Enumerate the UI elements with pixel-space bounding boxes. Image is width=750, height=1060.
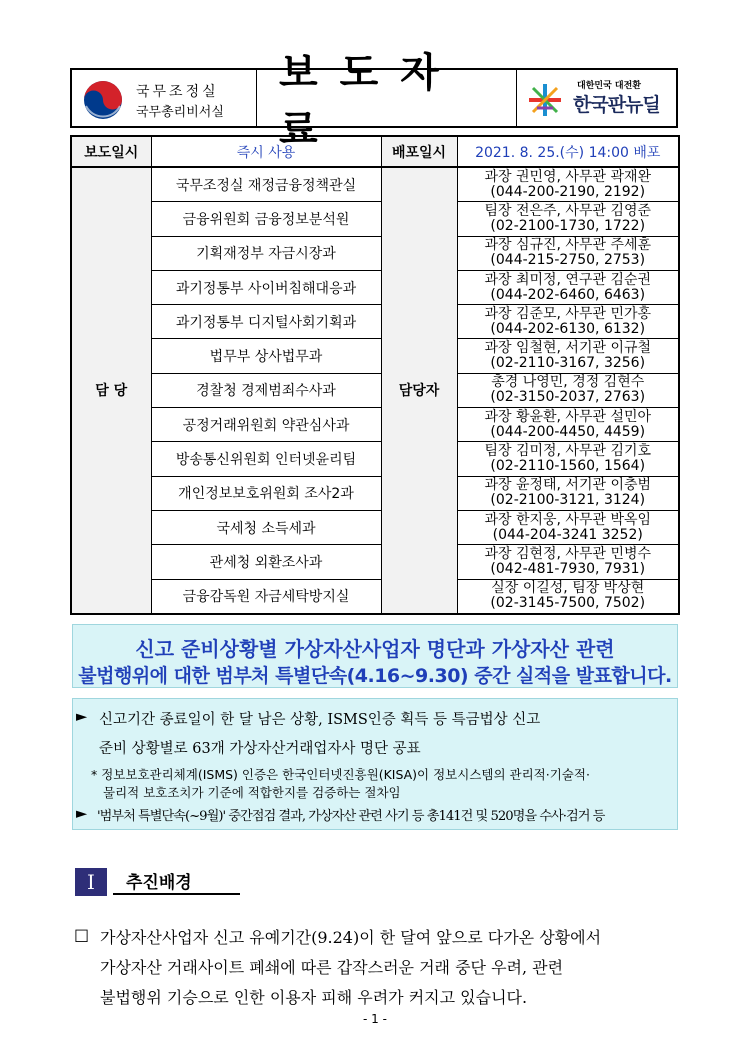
manager-cell <box>457 236 679 270</box>
manager-cell <box>457 339 679 373</box>
table-row <box>71 510 679 544</box>
manager-cell <box>457 305 679 339</box>
manager-cell <box>457 408 679 442</box>
manager-phones: (02-3145-7500, 7502) <box>490 595 646 612</box>
newdeal-logo-icon <box>525 82 565 118</box>
headline-box <box>72 624 678 688</box>
bullet-1-line-2: 준비 상황별로 63개 가상자산거래업자사 명단 공표 <box>99 741 421 757</box>
manager-cell <box>457 476 679 510</box>
manager-cell <box>457 270 679 304</box>
manager-names: 팀장 전은주, 사무관 김영준 <box>484 202 652 219</box>
manager-names: 팀장 김미정, 사무관 김기호 <box>484 443 652 460</box>
contact-table <box>70 135 680 615</box>
bullet-marker-2: ► <box>76 806 88 822</box>
dept-cell: 기획재정부 자금시장과 <box>151 236 381 270</box>
body-line-3: 불법행위 기승으로 인한 이용자 피해 우려가 커지고 있습니다. <box>100 988 528 1007</box>
manager-names: 과장 한지웅, 사무관 박옥임 <box>484 511 652 528</box>
contact-label: 담당자 <box>381 167 457 614</box>
manager-cell <box>457 545 679 579</box>
manager-phones: (044-215-2750, 2753) <box>490 252 646 269</box>
newdeal-name: 한국판뉴딜 <box>573 94 660 116</box>
table-row <box>71 236 679 270</box>
manager-names: 실장 이길성, 팀장 박상현 <box>491 580 645 597</box>
body-line-1: 가상자산사업자 신고 유예기간(9.24)이 한 달여 앞으로 다가온 상황에서 <box>100 928 602 947</box>
dept-cell: 금융감독원 자금세탁방지실 <box>151 579 381 614</box>
manager-cell <box>457 510 679 544</box>
manager-phones: (042-481-7930, 7931) <box>490 560 646 577</box>
dept-cell: 관세청 외환조사과 <box>151 545 381 579</box>
manager-phones: (02-2110-1560, 1564) <box>490 458 646 475</box>
table-row <box>71 408 679 442</box>
manager-names: 과장 황윤환, 사무관 설민아 <box>484 408 652 425</box>
manager-names: 과장 김현정, 사무관 민병수 <box>484 545 652 562</box>
manager-names: 과장 임철현, 서기관 이규철 <box>484 340 652 357</box>
manager-phones: (044-200-2190, 2192) <box>490 183 646 200</box>
dist-value: 2021. 8. 25.(수) 14:00 배포 <box>457 136 679 167</box>
org-name: 국무조정실 <box>136 84 219 100</box>
dept-cell: 금융위원회 금융정보분석원 <box>151 202 381 236</box>
table-row <box>71 202 679 236</box>
manager-names: 과장 권민영, 사무관 곽재완 <box>484 168 652 185</box>
table-row <box>71 305 679 339</box>
government-emblem-icon <box>82 79 124 121</box>
section-number: Ⅰ <box>75 868 107 896</box>
manager-names: 과장 윤정태, 서기관 이충범 <box>484 477 652 494</box>
dept-cell: 과기정통부 사이버침해대응과 <box>151 270 381 304</box>
section-underline <box>113 893 240 895</box>
manager-phones: (02-2100-3121, 3124) <box>490 492 646 509</box>
table-row <box>71 270 679 304</box>
dept-cell: 국세청 소득세과 <box>151 510 381 544</box>
manager-cell <box>457 167 679 202</box>
newdeal-slogan: 대한민국 대전환 <box>577 81 641 91</box>
dept-cell: 국무조정실 재정금융정책관실 <box>151 167 381 202</box>
manager-cell <box>457 202 679 236</box>
section-title: 추진배경 <box>126 873 192 893</box>
table-row <box>71 167 679 202</box>
headline-line-2: 불법행위에 대한 범부처 특별단속(4.16~9.30) 중간 실적을 발표합니다. <box>78 665 672 687</box>
manager-cell <box>457 579 679 614</box>
manager-names: 과장 심규진, 사무관 주세훈 <box>484 237 652 254</box>
body-line-2: 가상자산 거래사이트 폐쇄에 따른 갑작스러운 거래 중단 우려, 관련 <box>100 958 564 977</box>
bullet-2: '범부처 특별단속(~9월)' 중간점검 결과, 가상자산 관련 사기 등 총141건 및 520명을 수사·검거 등 <box>97 809 605 824</box>
manager-phones: (044-204-3241 3252) <box>492 526 643 543</box>
org-sub: 국무총리비서실 <box>136 105 224 120</box>
manager-phones: (02-2100-1730, 1722) <box>490 217 646 234</box>
table-row <box>71 442 679 476</box>
page-title: 보도자료 <box>279 50 461 153</box>
bullet-1-line-1: 신고기간 종료일이 한 달 남은 상황, ISMS인증 획득 등 특금법상 신고 <box>99 712 541 728</box>
table-row <box>71 545 679 579</box>
dist-label: 배포일시 <box>381 136 457 167</box>
dept-cell: 공정거래위원회 약관심사과 <box>151 408 381 442</box>
headline-line-1: 신고 준비상황별 가상자산사업자 명단과 가상자산 관련 <box>135 637 615 661</box>
manager-phones: (044-202-6130, 6132) <box>490 320 646 337</box>
org-block <box>72 70 257 126</box>
manager-names: 과장 김준모, 사무관 민가홍 <box>484 305 652 322</box>
page-number: - 1 - <box>363 1012 387 1026</box>
manager-names: 과장 최미정, 연구관 김순권 <box>484 271 652 288</box>
dept-cell: 개인정보보호위원회 조사2과 <box>151 476 381 510</box>
newdeal-block <box>517 70 676 126</box>
manager-phones: (044-200-4450, 4459) <box>490 423 646 440</box>
manager-names: 총경 나영민, 경정 김현수 <box>491 374 645 391</box>
table-row <box>71 579 679 614</box>
note-line-2: 물리적 보호조치가 기준에 적합한지를 검증하는 절차임 <box>103 785 401 800</box>
note-line-1: * 정보보호관리체계(ISMS) 인증은 한국인터넷진흥원(KISA)이 정보시스템의 관리적·기술적· <box>91 767 590 782</box>
manager-cell <box>457 373 679 407</box>
release-label: 보도일시 <box>71 136 151 167</box>
charge-label: 담 당 <box>71 167 151 614</box>
manager-phones: (044-202-6460, 6463) <box>490 286 646 303</box>
dept-cell: 방송통신위원회 인터넷윤리팀 <box>151 442 381 476</box>
summary-box <box>72 698 678 830</box>
manager-cell <box>457 442 679 476</box>
dept-cell: 법무부 상사법무과 <box>151 339 381 373</box>
body-marker: □ <box>74 925 90 944</box>
manager-phones: (02-3150-2037, 2763) <box>490 389 646 406</box>
dept-cell: 과기정통부 디지털사회기획과 <box>151 305 381 339</box>
table-row <box>71 339 679 373</box>
bullet-marker-1: ► <box>76 709 88 725</box>
dept-cell: 경찰청 경제범죄수사과 <box>151 373 381 407</box>
manager-phones: (02-2110-3167, 3256) <box>490 355 646 372</box>
table-row <box>71 373 679 407</box>
table-row <box>71 476 679 510</box>
release-value: 즉시 사용 <box>151 136 381 167</box>
